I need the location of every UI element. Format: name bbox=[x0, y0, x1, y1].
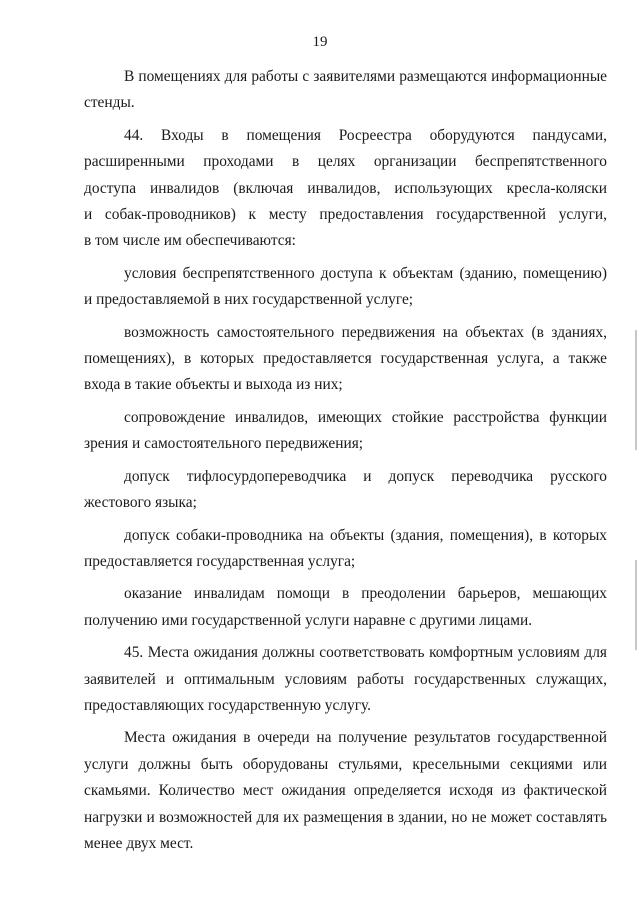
text-line: условия беспрепятственного доступа к объектам (зданию, помещению) bbox=[124, 264, 607, 282]
text-line: нагрузки и возможностей для их размещения в здании, но не может составлять bbox=[84, 808, 607, 826]
text-line: предоставляющих государственную услугу. bbox=[84, 696, 372, 714]
paragraph-guide-dog bbox=[84, 523, 607, 576]
paragraph-45-waiting-places bbox=[84, 640, 607, 719]
text-line: предоставляется государственная услуга; bbox=[84, 552, 356, 570]
paragraph-44-entrances bbox=[84, 123, 607, 255]
text-line: 45. Места ожидания должны соответствовать комфортным условиям для bbox=[124, 644, 607, 662]
text-line: менее двух мест. bbox=[84, 834, 194, 852]
paragraph-unobstructed-access bbox=[84, 261, 607, 314]
text-line: зрения и самостоятельного передвижения; bbox=[84, 435, 364, 453]
text-line: услуги должны быть оборудованы стульями, кресельными секциями или bbox=[84, 755, 607, 773]
text-line: заявителей и оптимальным условиям работы государственных служащих, bbox=[84, 670, 607, 688]
text-line: допуск тифлосурдопереводчика и допуск переводчика русского bbox=[124, 467, 607, 485]
text-line: входа в такие объекты и выхода из них; bbox=[84, 376, 343, 394]
paragraph-interpreter bbox=[84, 464, 607, 517]
text-line: получению ими государственной услуги наравне с другими лицами. bbox=[84, 611, 533, 629]
text-line: в том числе им обеспечиваются: bbox=[84, 232, 296, 250]
text-line: помещениях), в которых предоставляется государственная услуга, а также bbox=[84, 350, 607, 368]
scan-edge-mark bbox=[635, 330, 637, 450]
paragraph-info-stands bbox=[84, 64, 607, 117]
text-line: допуск собаки-проводника на объекты (здания, помещения), в которых bbox=[124, 526, 607, 544]
page-number: 19 bbox=[312, 34, 328, 50]
text-line: расширенными проходами в целях организации беспрепятственного bbox=[84, 153, 607, 171]
text-line: Места ожидания в очереди на получение результатов государственной bbox=[124, 729, 607, 747]
text-line: В помещениях для работы с заявителями размещаются информационные bbox=[124, 68, 607, 85]
text-line: стенды. bbox=[84, 94, 135, 112]
text-line: и предоставляемой в них государственной услуге; bbox=[84, 291, 414, 309]
text-line: доступа инвалидов (включая инвалидов, использующих кресла-коляски bbox=[84, 179, 607, 197]
text-line: сопровождение инвалидов, имеющих стойкие расстройства функции bbox=[124, 408, 607, 426]
text-line: и собак-проводников) к месту предоставления государственной услуги, bbox=[84, 206, 607, 224]
scan-edge-mark bbox=[635, 560, 637, 650]
text-line: возможность самостоятельного передвижения на объектах (в зданиях, bbox=[124, 323, 607, 341]
paragraph-independent-movement bbox=[84, 320, 607, 399]
text-line: оказание инвалидам помощи в преодолении барьеров, мешающих bbox=[124, 585, 607, 603]
text-line: 44. Входы в помещения Росреестра оборудуются пандусами, bbox=[124, 126, 607, 144]
paragraph-assistance bbox=[84, 581, 607, 634]
text-line: скамьями. Количество мест ожидания определяется исходя из фактической bbox=[84, 782, 607, 800]
paragraph-escort bbox=[84, 405, 607, 458]
document-body bbox=[84, 64, 607, 857]
text-line: жестового языка; bbox=[84, 494, 197, 512]
paragraph-waiting-seating bbox=[84, 725, 607, 857]
